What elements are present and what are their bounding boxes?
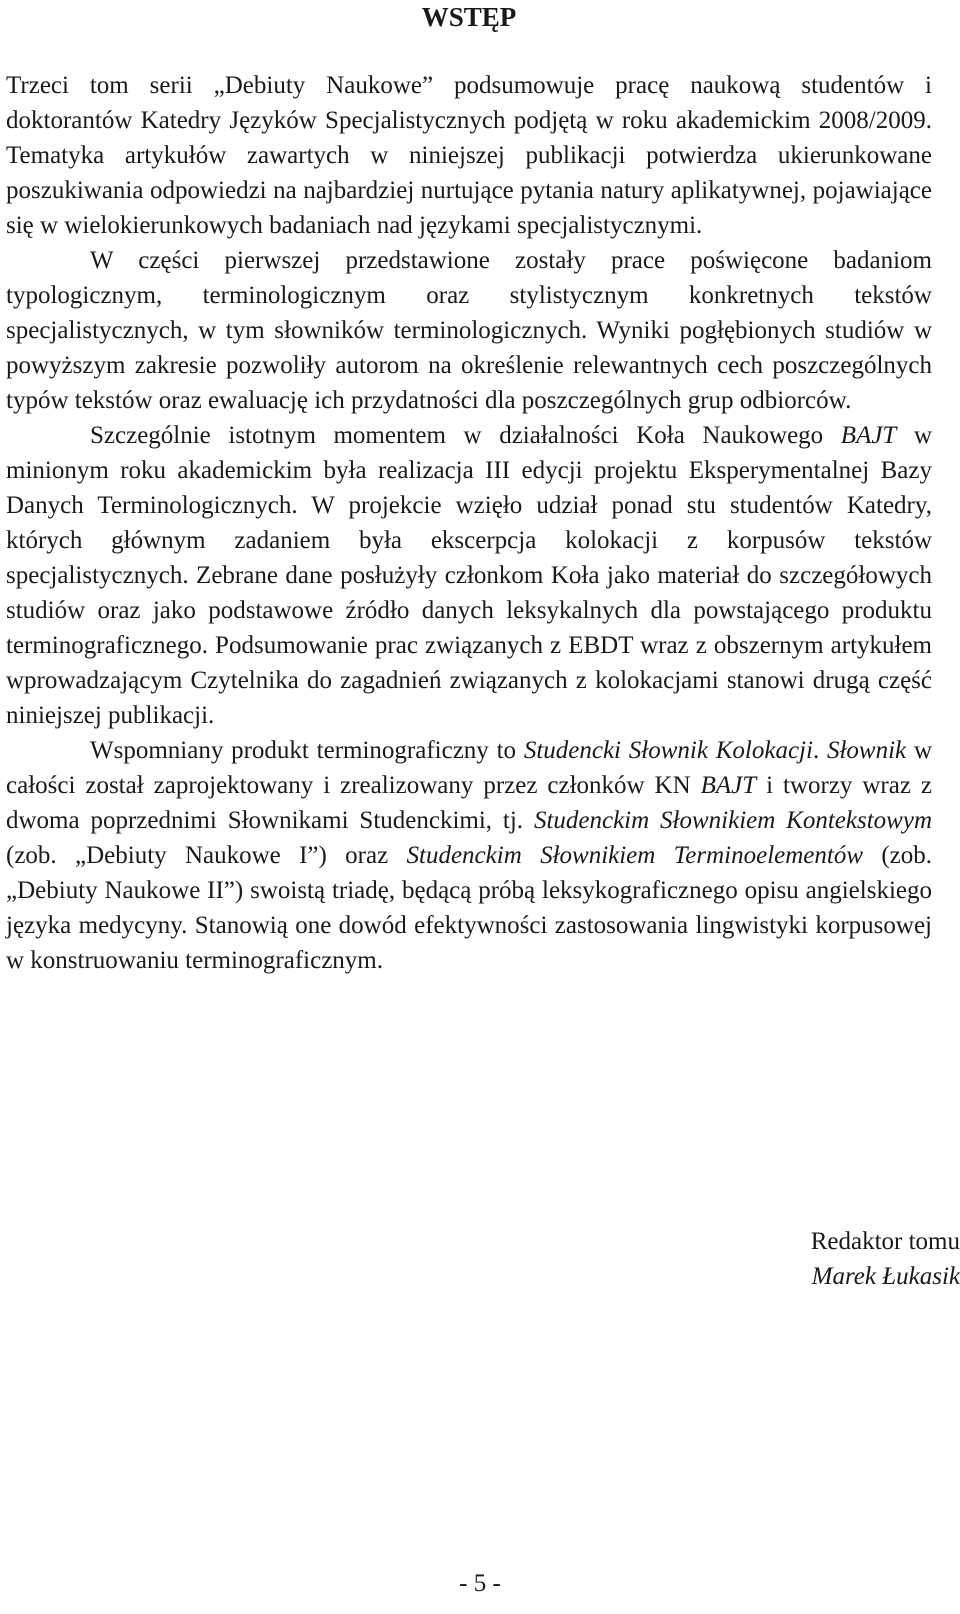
paragraph-text: Wspomniany produkt terminograficzny to bbox=[90, 737, 524, 764]
paragraph bbox=[6, 68, 932, 243]
paragraph-text: Trzeci tom serii „Debiuty Naukowe” podsumowuje pracę naukową studentów i doktorantów Katedry Języków Specjalistycznych podjętą w roku akademickim 2008/2009. Tematyka artykułów zawartych w niniejszej publikacji potwierdza ukierunkowane poszukiwania odpowiedzi na najbardziej nurtujące pytania natury aplikatywnej, pojawiające się w wielokierunkowych badaniach nad językami specjalistycznymi. bbox=[6, 72, 932, 239]
paragraph bbox=[6, 733, 932, 978]
paragraph-text: . bbox=[812, 737, 827, 764]
signature-block bbox=[811, 1224, 960, 1294]
document-page bbox=[6, 0, 932, 978]
body-text bbox=[6, 68, 932, 978]
italic-text: BAJT bbox=[840, 422, 897, 449]
italic-text: Studencki Słownik Kolokacji bbox=[523, 737, 813, 764]
paragraph bbox=[6, 418, 932, 733]
page-title: WSTĘP bbox=[421, 2, 517, 32]
paragraph-text: w całości został zaprojektowany i zrealizowany przez członków KN bbox=[6, 737, 932, 799]
signature-name: Marek Łukasik bbox=[811, 1263, 960, 1290]
italic-text: Studenckim Słownikiem Terminoelementów bbox=[406, 842, 864, 869]
italic-text: Studenckim Słownikiem Kontekstowym bbox=[533, 807, 932, 834]
signature-role: Redaktor tomu bbox=[810, 1228, 960, 1255]
paragraph-text: i tworzy wraz z dwoma poprzednimi Słownikami Studenckimi, tj. bbox=[6, 772, 932, 834]
italic-text: BAJT bbox=[700, 772, 757, 799]
paragraph-text: (zob. „Debiuty Naukowe I”) oraz bbox=[6, 842, 407, 869]
paragraph-text: W części pierwszej przedstawione zostały prace poświęcone badaniom typologicznym, terminologicznym oraz stylistycznym konkretnych tekstów specjalistycznych, w tym słowników terminologicznych. Wyniki pogłębionych studiów w powyższym zakresie pozwoliły autorom na określenie relewantnych cech poszczególnych typów tekstów oraz ewaluację ich przydatności dla poszczególnych grup odbiorców. bbox=[6, 247, 932, 414]
paragraph-text: (zob. „Debiuty Naukowe II”) swoistą triadę, będącą próbą leksykograficznego opisu angielskiego języka medycyny. Stanowią one dowód efektywności zastosowania lingwistyki korpusowej w konstruowaniu terminograficznym. bbox=[6, 842, 933, 974]
paragraph-text: Szczególnie istotnym momentem w działalności Koła Naukowego bbox=[90, 422, 841, 449]
page-number: - 5 - bbox=[459, 1570, 501, 1597]
paragraph bbox=[6, 243, 932, 418]
italic-text: Słownik bbox=[826, 737, 907, 764]
paragraph-text: w minionym roku akademickim była realizacja III edycji projektu Eksperymentalnej Bazy Danych Terminologicznych. W projekcie wzięło udział ponad stu studentów Katedry, których głównym zadaniem była ekscerpcja kolokacji z korpusów tekstów specjalistycznych. Zebrane dane posłużyły członkom Koła jako materiał do szczegółowych studiów oraz jako podstawowe źródło danych leksykalnych dla powstającego produktu terminograficznego. Podsumowanie prac związanych z EBDT wraz z obszernym artykułem wprowadzającym Czytelnika do zagadnień związanych z kolokacjami stanowi drugą część niniejszej publikacji. bbox=[6, 422, 932, 729]
